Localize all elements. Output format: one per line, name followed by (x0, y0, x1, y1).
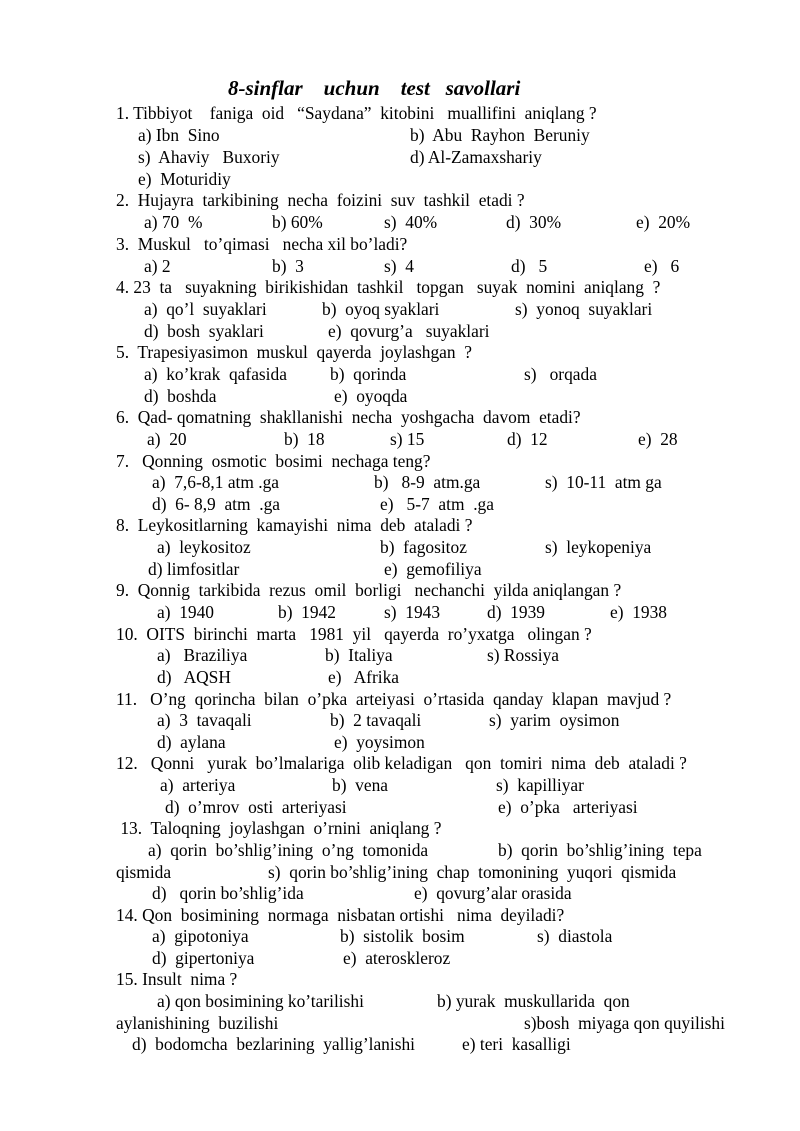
q6-option-a: a) 20 (147, 429, 187, 449)
q13-option-b: b) qorin bo’shlig’ining tepa (498, 840, 702, 860)
q1-option-s: s) Ahaviy Buxoriy (138, 147, 280, 167)
q3-option-s: s) 4 (384, 256, 414, 276)
q8-option-s: s) leykopeniya (545, 537, 652, 557)
q7-option-e: e) 5-7 atm .ga (380, 494, 494, 514)
question-6: 6. Qad- qomatning shakllanishi necha yoshgacha davom etadi? (116, 407, 581, 427)
question-13: 13. Taloqning joylashgan o’rnini aniqlang ? (116, 818, 442, 838)
question-1: 1. Tibbiyot faniga oid “Saydana” kitobini muallifini aniqlang ? (116, 103, 597, 123)
q7-option-d: d) 6- 8,9 atm .ga (152, 494, 280, 514)
question-14: 14. Qon bosimining normaga nisbatan ortishi nima deyiladi? (116, 905, 565, 925)
q8-option-b: b) fagositoz (380, 537, 467, 557)
q1-option-b: b) Abu Rayhon Beruniy (410, 125, 590, 145)
q11-option-s: s) yarim oysimon (489, 710, 620, 730)
question-9: 9. Qonnig tarkibida rezus omil borligi nechanchi yilda aniqlangan ? (116, 580, 622, 600)
question-15: 15. Insult nima ? (116, 969, 238, 989)
q7-option-a: a) 7,6-8,1 atm .ga (152, 472, 280, 492)
question-12: 12. Qonni yurak bo’lmalariga olib keladigan qon tomiri nima deb ataladi ? (116, 753, 687, 773)
q5-option-a: a) ko’krak qafasida (144, 364, 287, 384)
q13-option-e: e) qovurg’alar orasida (414, 883, 572, 903)
q4-option-s: s) yonoq suyaklari (515, 299, 653, 319)
q11-option-b: b) 2 tavaqali (330, 710, 422, 730)
q10-option-d: d) AQSH (157, 667, 231, 687)
question-2: 2. Hujayra tarkibining necha foizini suv tashkil etadi ? (116, 190, 525, 210)
q2-option-b: b) 60% (272, 212, 323, 232)
q13-option-a: a) qorin bo’shlig’ining o’ng tomonida (148, 840, 429, 860)
q3-option-b: b) 3 (272, 256, 304, 276)
q9-option-b: b) 1942 (278, 602, 336, 622)
q7-option-b: b) 8-9 atm.ga (374, 472, 481, 492)
q6-option-s: s) 15 (390, 429, 425, 449)
q3-option-e: e) 6 (644, 256, 680, 276)
q15-option-b: b) yurak muskullarida qon (437, 991, 630, 1011)
q15-option-b-cont: aylanishining buzilishi (116, 1013, 279, 1033)
q5-option-s: s) orqada (524, 364, 597, 384)
q2-option-d: d) 30% (506, 212, 562, 232)
q5-option-e: e) oyoqda (334, 386, 408, 406)
q15-option-s: s)bosh miyaga qon quyilishi (524, 1013, 725, 1033)
q6-option-e: e) 28 (638, 429, 678, 449)
q13-option-s: s) qorin bo’shlig’ining chap tomonining yuqori qismida (268, 862, 677, 882)
q14-option-d: d) gipertoniya (152, 948, 255, 968)
question-7: 7. Qonning osmotic bosimi nechaga teng? (116, 451, 431, 471)
q14-option-a: a) gipotoniya (152, 926, 249, 946)
q9-option-a: a) 1940 (157, 602, 214, 622)
q9-option-e: e) 1938 (610, 602, 667, 622)
q3-option-d: d) 5 (511, 256, 548, 276)
q15-option-e: e) teri kasalligi (462, 1034, 571, 1054)
q2-option-a: a) 70 % (144, 212, 203, 232)
q5-option-d: d) boshda (144, 386, 217, 406)
question-3: 3. Muskul to’qimasi necha xil bo’ladi? (116, 234, 408, 254)
q11-option-d: d) aylana (157, 732, 226, 752)
q12-option-b: b) vena (332, 775, 389, 795)
question-8: 8. Leykositlarning kamayishi nima deb ataladi ? (116, 515, 473, 535)
q14-option-b: b) sistolik bosim (340, 926, 465, 946)
q10-option-b: b) Italiya (325, 645, 393, 665)
q6-option-d: d) 12 (507, 429, 548, 449)
question-4: 4. 23 ta suyakning birikishidan tashkil topgan suyak nomini aniqlang ? (116, 277, 661, 297)
q9-option-d: d) 1939 (487, 602, 545, 622)
question-5: 5. Trapesiyasimon muskul qayerda joylashgan ? (116, 342, 472, 362)
q11-option-e: e) yoysimon (334, 732, 425, 752)
q1-option-d: d) Al-Zamaxshariy (410, 147, 542, 167)
q11-option-a: a) 3 tavaqali (157, 710, 252, 730)
q4-option-a: a) qo’l suyaklari (144, 299, 267, 319)
q2-option-e: e) 20% (636, 212, 691, 232)
page-title: 8-sinflar uchun test savollari (228, 76, 521, 100)
q12-option-e: e) o’pka arteriyasi (498, 797, 638, 817)
q1-option-e: e) Moturidiy (138, 169, 231, 189)
q10-option-s: s) Rossiya (487, 645, 559, 665)
q9-option-s: s) 1943 (384, 602, 441, 622)
q14-option-e: e) ateroskleroz (343, 948, 451, 968)
q6-option-b: b) 18 (284, 429, 325, 449)
q7-option-s: s) 10-11 atm ga (545, 472, 662, 492)
q15-option-a: a) qon bosimining ko’tarilishi (157, 991, 364, 1011)
q5-option-b: b) qorinda (330, 364, 407, 384)
q8-option-e: e) gemofiliya (384, 559, 482, 579)
q12-option-d: d) o’mrov osti arteriyasi (165, 797, 347, 817)
q13-option-b-cont: qismida (116, 862, 172, 882)
q10-option-a: a) Braziliya (157, 645, 248, 665)
q4-option-e: e) qovurg’a suyaklari (328, 321, 490, 341)
q4-option-b: b) oyoq syaklari (322, 299, 440, 319)
question-11: 11. O’ng qorincha bilan o’pka arteiyasi o’rtasida qanday klapan mavjud ? (116, 689, 672, 709)
q4-option-d: d) bosh syaklari (144, 321, 264, 341)
q12-option-s: s) kapilliyar (496, 775, 584, 795)
question-10: 10. OITS birinchi marta 1981 yil qayerda ro’yxatga olingan ? (116, 624, 592, 644)
q14-option-s: s) diastola (537, 926, 613, 946)
q10-option-e: e) Afrika (328, 667, 399, 687)
q15-option-d: d) bodomcha bezlarining yallig’lanishi (132, 1034, 416, 1054)
q3-option-a: a) 2 (144, 256, 171, 276)
q1-option-a: a) Ibn Sino (138, 125, 220, 145)
q13-option-d: d) qorin bo’shlig’ida (152, 883, 304, 903)
q12-option-a: a) arteriya (160, 775, 236, 795)
q8-option-d: d) limfositlar (148, 559, 240, 579)
q8-option-a: a) leykositoz (157, 537, 251, 557)
q2-option-s: s) 40% (384, 212, 438, 232)
